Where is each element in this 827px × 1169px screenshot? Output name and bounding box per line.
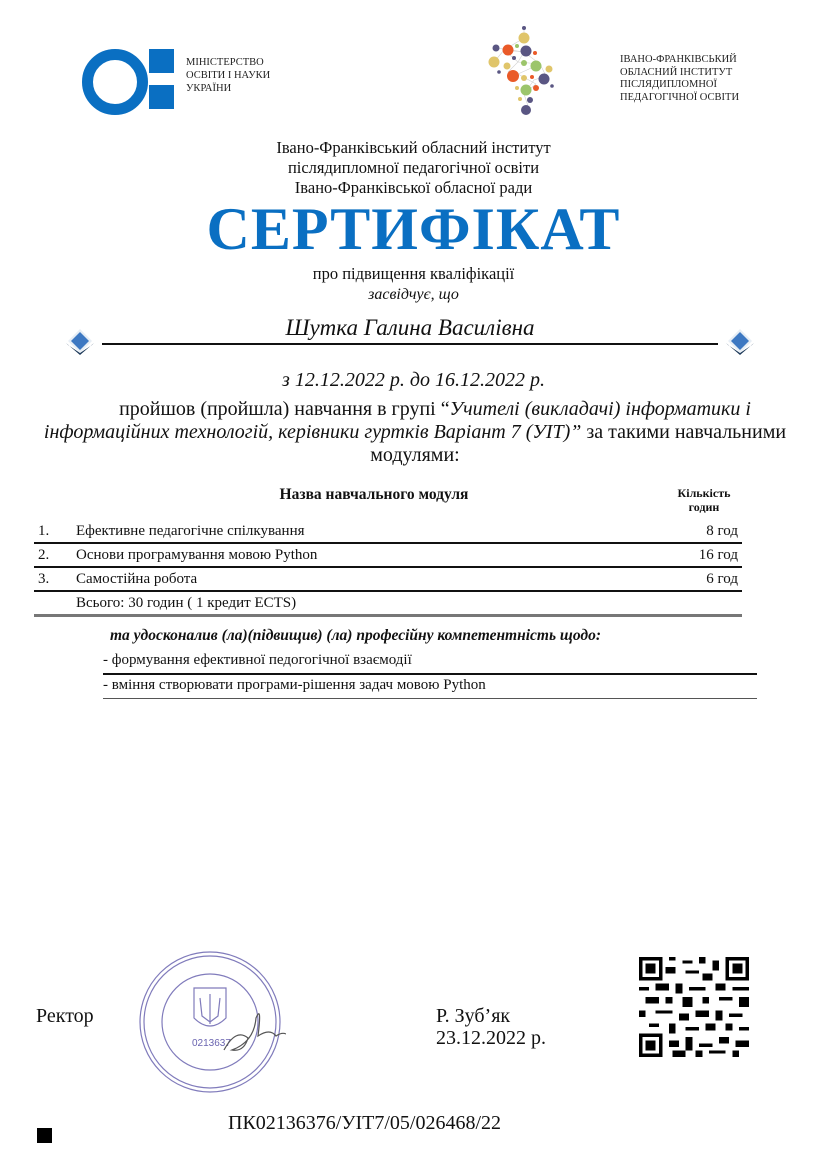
modules-table (34, 484, 742, 617)
document-number: ПК02136376/УІТ7/05/026468/22 (228, 1112, 502, 1134)
page-marker-square-icon (37, 1128, 52, 1143)
module-hours: 6 год (706, 571, 738, 587)
signer-name: Р. Зуб’як (436, 1005, 511, 1027)
course-group: Учителі (викладачі) інформатики і інформаційних технологій, керівники гуртків Варіант 7 (УІТ)” (43, 398, 751, 443)
institute-name-line: ОБЛАСНИЙ ІНСТИТУТ (620, 66, 733, 78)
recipient-row (62, 315, 758, 361)
total-hours: Всього: 30 годин ( 1 кредит ECTS) (76, 595, 297, 611)
institute-name (620, 54, 739, 104)
ministry-name-line: УКРАЇНИ (186, 83, 232, 94)
course-description (30, 398, 800, 467)
course-suffix: за такими навчальними модулями: (370, 421, 787, 466)
row-number: 3. (38, 571, 50, 587)
header-module-name: Назва навчального модуля (279, 486, 469, 503)
course-prefix: пройшов (пройшла) навчання в групі “ (119, 398, 450, 420)
svg-text:0213637: 0213637 (192, 1038, 231, 1049)
table-row (34, 520, 742, 544)
module-name: Самостійна робота (76, 571, 198, 587)
institute-name-line: ПІСЛЯДИПЛОМНОЇ (620, 79, 717, 90)
ministry-name-line: МІНІСТЕРСТВО (186, 57, 264, 68)
row-number: 2. (38, 547, 50, 563)
qr-code-icon (639, 957, 749, 1057)
signature-date: 23.12.2022 р. (436, 1027, 546, 1049)
issuer-line: післядипломної педагогічної освіти (287, 158, 540, 177)
competency-item: - формування ефективної педогогічної взаємодії (103, 652, 757, 675)
row-number: 1. (38, 523, 50, 539)
ministry-logo-square-icon (149, 49, 174, 73)
table-row (34, 544, 742, 568)
table-header (34, 484, 742, 520)
certifies-text: засвідчує, що (368, 286, 459, 303)
issuer-name (0, 138, 827, 198)
signer-block (436, 1005, 546, 1049)
institute-molecule-logo-icon (484, 24, 560, 120)
institute-name-line: ПЕДАГОГІЧНОЇ ОСВІТИ (620, 91, 740, 103)
module-name: Ефективне педагогічне спілкування (76, 523, 305, 539)
issuer-line: Івано-Франківської обласної ради (294, 178, 533, 197)
ministry-logo-square-icon (149, 85, 174, 109)
module-name: Основи програмування мовою Python (76, 547, 318, 563)
recipient-name: Шутка Галина Василівна (285, 315, 535, 340)
ministry-logo (82, 49, 174, 109)
module-hours: 16 год (698, 547, 738, 563)
signer-position: Ректор (36, 1005, 94, 1027)
ministry-logo-ring-icon (82, 49, 148, 115)
training-period: з 12.12.2022 р. до 16.12.2022 р. (282, 369, 545, 391)
official-seal-icon (136, 948, 286, 1096)
issuer-line: Івано-Франківський обласний інститут (276, 138, 551, 157)
ministry-name-line: ОСВІТИ І НАУКИ (186, 70, 271, 81)
header-hours: Кількість годин (677, 486, 731, 514)
module-hours: 8 год (706, 523, 738, 539)
competency-item: - вміння створювати програми-рішення задач мовою Python (103, 677, 757, 699)
ministry-name (186, 56, 270, 95)
competencies-title: та удосконалив (ла)(підвищив) (ла) професійну компетентність щодо: (110, 627, 601, 644)
diamond-ornament-icon (722, 323, 758, 359)
table-row (34, 568, 742, 592)
certificate-subtitle: про підвищення кваліфікації (312, 264, 515, 283)
certificate-title: СЕРТИФІКАТ (206, 196, 621, 262)
name-underline (102, 343, 718, 345)
institute-name-line: ІВАНО-ФРАНКІВСЬКИЙ (620, 54, 737, 65)
table-total-row (34, 592, 742, 617)
